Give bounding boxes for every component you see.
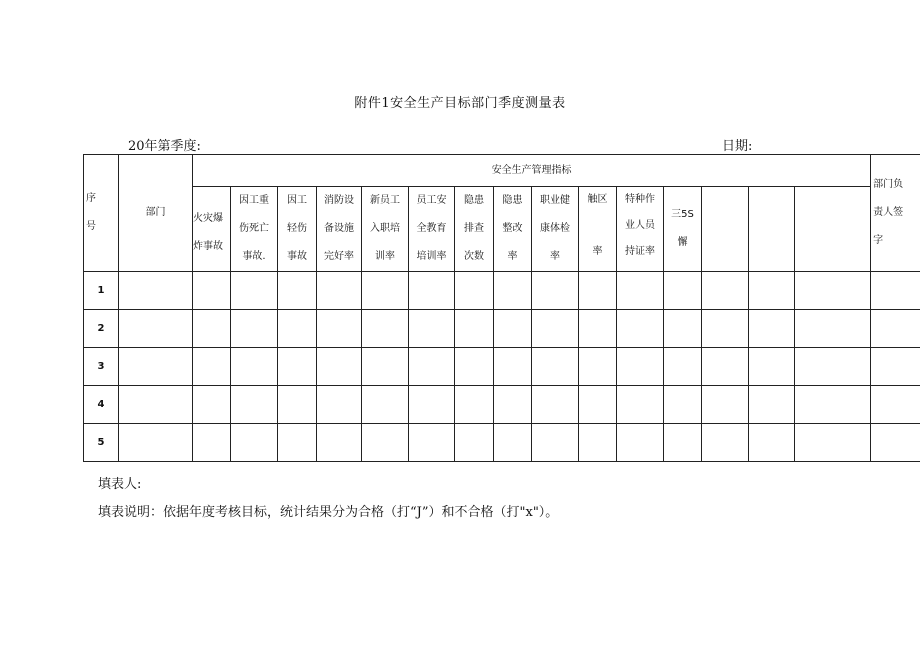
- indicator-header-line: 培训率: [416, 251, 447, 262]
- table-cell: [455, 386, 494, 424]
- table-cell: [617, 348, 664, 386]
- table-cell: [119, 348, 193, 386]
- row-number: 1: [84, 272, 119, 310]
- indicator-column-header: [579, 187, 617, 272]
- table-cell: [409, 310, 455, 348]
- table-cell: [278, 310, 317, 348]
- seq-header-text: 序 号: [86, 193, 96, 232]
- table-row: [84, 386, 920, 424]
- indicator-header-line: 全教育: [416, 223, 447, 234]
- table-cell: [455, 348, 494, 386]
- indicator-header-line: 消防设: [324, 195, 354, 206]
- table-cell: [409, 386, 455, 424]
- indicator-header-line: 懈: [677, 237, 688, 248]
- table-cell: [532, 310, 579, 348]
- indicator-column-header: [532, 187, 579, 272]
- indicator-header-line: 率: [592, 246, 603, 257]
- column-header-row: [84, 187, 920, 272]
- table-cell: [231, 386, 278, 424]
- table-cell: [871, 424, 920, 462]
- row-number: 5: [84, 424, 119, 462]
- table-cell: [317, 310, 362, 348]
- table-cell: [278, 272, 317, 310]
- table-cell: [702, 424, 749, 462]
- table-cell: [749, 272, 795, 310]
- table-cell: [664, 272, 702, 310]
- indicator-header-line: 因工重: [239, 195, 269, 206]
- table-cell: [362, 424, 409, 462]
- table-cell: [617, 272, 664, 310]
- indicator-column-header: [749, 187, 795, 272]
- indicator-header-line: 备设施: [324, 223, 354, 234]
- table-row: [84, 424, 920, 462]
- filler-label: 填表人:: [98, 477, 142, 492]
- table-cell: [494, 310, 532, 348]
- indicator-header-line: 次数: [464, 251, 484, 262]
- table-cell: [579, 272, 617, 310]
- row-number: 4: [84, 386, 119, 424]
- table-cell: [362, 348, 409, 386]
- fill-instructions: 填表说明：依据年度考核目标，统计结果分为合格（打“J”）和不合格（打"x"）。: [98, 505, 559, 520]
- table-cell: [494, 424, 532, 462]
- table-cell: [362, 386, 409, 424]
- indicator-column-header: [702, 187, 749, 272]
- indicator-column-header: [494, 187, 532, 272]
- measurement-table: [83, 154, 920, 462]
- table-cell: [702, 310, 749, 348]
- table-cell: [871, 272, 920, 310]
- table-cell: [532, 386, 579, 424]
- indicator-column-header: [362, 187, 409, 272]
- table-cell: [231, 424, 278, 462]
- period-label: 20年第季度:: [128, 139, 201, 154]
- table-cell: [317, 272, 362, 310]
- table-cell: [749, 424, 795, 462]
- table-cell: [455, 424, 494, 462]
- indicator-header-line: 触区: [587, 194, 608, 205]
- row-number: 2: [84, 310, 119, 348]
- indicator-header-line: 员工安: [416, 195, 447, 206]
- indicator-header-line: 隐患: [464, 195, 484, 206]
- table-cell: [532, 272, 579, 310]
- table-cell: [409, 272, 455, 310]
- table-cell: [494, 386, 532, 424]
- indicator-column-header: [231, 187, 278, 272]
- table-cell: [617, 310, 664, 348]
- table-cell: [532, 424, 579, 462]
- indicator-header-line: 隐患: [502, 195, 523, 206]
- indicator-header-line: [579, 213, 616, 239]
- table-cell: [278, 386, 317, 424]
- table-cell: [749, 348, 795, 386]
- indicator-column-header: [278, 187, 317, 272]
- table-cell: [231, 348, 278, 386]
- table-cell: [795, 310, 871, 348]
- indicator-header-line: 整改: [502, 223, 523, 234]
- indicator-header-line: 火灾爆: [193, 213, 223, 224]
- date-label: 日期:: [722, 139, 753, 154]
- table-cell: [193, 386, 231, 424]
- table-cell: [119, 272, 193, 310]
- indicator-column-header: [317, 187, 362, 272]
- table-cell: [494, 348, 532, 386]
- indicator-header-line: 事故: [287, 251, 307, 262]
- table-row: [84, 272, 920, 310]
- table-cell: [871, 310, 920, 348]
- table-cell: [702, 386, 749, 424]
- table-row: [84, 348, 920, 386]
- indicator-header-line: 轻伤: [287, 223, 307, 234]
- table-cell: [278, 424, 317, 462]
- indicator-header-line: 持证率: [625, 246, 655, 257]
- table-cell: [409, 348, 455, 386]
- table-cell: [362, 310, 409, 348]
- indicator-header-line: 完好率: [324, 251, 354, 262]
- table-cell: [749, 386, 795, 424]
- indicator-header-line: 特种作: [625, 194, 655, 205]
- table-cell: [795, 386, 871, 424]
- table-cell: [193, 272, 231, 310]
- indicator-header-line: 三5S: [671, 209, 694, 220]
- table-cell: [871, 348, 920, 386]
- table-cell: [119, 424, 193, 462]
- indicator-column-header: [664, 187, 702, 272]
- table-cell: [193, 424, 231, 462]
- row-number: 3: [84, 348, 119, 386]
- table-cell: [119, 310, 193, 348]
- table-cell: [455, 272, 494, 310]
- table-cell: [749, 310, 795, 348]
- indicator-header-line: 业人员: [625, 220, 655, 231]
- table-cell: [579, 386, 617, 424]
- indicator-header-line: 新员工: [370, 195, 400, 206]
- table-cell: [795, 424, 871, 462]
- indicator-header-line: 率: [550, 251, 560, 262]
- table-cell: [664, 424, 702, 462]
- table-cell: [702, 272, 749, 310]
- table-cell: [317, 348, 362, 386]
- indicator-header-line: 入职培: [370, 223, 400, 234]
- table-cell: [664, 310, 702, 348]
- table-cell: [409, 424, 455, 462]
- table-cell: [231, 310, 278, 348]
- table-cell: [193, 310, 231, 348]
- table-cell: [317, 424, 362, 462]
- table-cell: [278, 348, 317, 386]
- indicator-column-header: [795, 187, 871, 272]
- table-cell: [231, 272, 278, 310]
- indicator-header-line: 事故.: [242, 251, 266, 262]
- indicator-column-header: [455, 187, 494, 272]
- table-cell: [617, 424, 664, 462]
- dept-header: 部门: [119, 155, 193, 272]
- indicator-header-line: 伤死亡: [239, 223, 269, 234]
- indicator-header-line: 因工: [287, 195, 307, 206]
- table-cell: [795, 348, 871, 386]
- table-cell: [664, 386, 702, 424]
- table-cell: [193, 348, 231, 386]
- indicators-header: 安全生产管理指标: [193, 155, 871, 187]
- document-title: 附件1安全生产目标部门季度测量表: [354, 96, 566, 111]
- indicator-column-header: [409, 187, 455, 272]
- table-cell: [494, 272, 532, 310]
- table-cell: [795, 272, 871, 310]
- table-cell: [317, 386, 362, 424]
- indicator-header-line: 职业健: [540, 195, 570, 206]
- table-cell: [455, 310, 494, 348]
- table-cell: [664, 348, 702, 386]
- table-row: [84, 310, 920, 348]
- seq-header: [84, 155, 119, 272]
- table-cell: [579, 310, 617, 348]
- table-cell: [579, 424, 617, 462]
- table-cell: [119, 386, 193, 424]
- indicator-header-line: 康体检: [540, 223, 570, 234]
- table-cell: [532, 348, 579, 386]
- indicator-header-line: 训率: [375, 251, 395, 262]
- table-cell: [579, 348, 617, 386]
- table-cell: [617, 386, 664, 424]
- indicator-column-header: [617, 187, 664, 272]
- sign-header: 部门负 责人签 字: [871, 155, 920, 272]
- indicator-header-line: 排查: [464, 223, 484, 234]
- indicator-column-header: [193, 187, 231, 272]
- table-body: [84, 272, 920, 462]
- indicator-header-line: 率: [507, 251, 518, 262]
- table-cell: [362, 272, 409, 310]
- table-cell: [871, 386, 920, 424]
- indicator-header-line: 炸事故: [193, 241, 223, 252]
- table-cell: [702, 348, 749, 386]
